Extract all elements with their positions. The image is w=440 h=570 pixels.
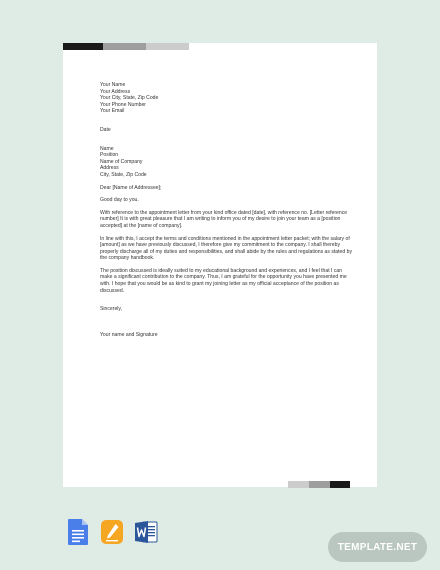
- bar-segment-mid: [309, 481, 330, 488]
- sender-email: Your Email: [100, 108, 125, 115]
- recipient-name: Name: [100, 145, 114, 152]
- sender-address: Your Address: [100, 88, 131, 95]
- letter-body: [100, 82, 354, 338]
- sender-name: Your Name: [100, 82, 126, 88]
- top-color-bar: [63, 43, 189, 50]
- greeting: Good day to you.: [100, 197, 139, 204]
- sender-phone: Your Phone Number: [100, 101, 146, 108]
- recipient-address: Address: [100, 165, 119, 172]
- ms-word-icon[interactable]: [134, 518, 158, 546]
- sender-city: Your City, State, Zip Code: [100, 95, 159, 102]
- google-docs-icon[interactable]: [66, 518, 90, 546]
- paragraph-1: With reference to the appointment letter from your kind office dated [date], with reference no. [Letter reference number] It is with great pleasure that I am writing to inform you of my desire to join your team as a [position accepted] at the [name of company].: [100, 209, 348, 229]
- template-net-badge[interactable]: TEMPLATE.NET: [328, 532, 427, 562]
- paragraph-3: The position discussed is ideally suited to my educational background and experiences, and I feel that I can make a significant contribution to the company. Thus, I am grateful for the opportunity you have presented me with. I hope that you would be as kind to grant my joining letter as my official acceptance of the position as discussed.: [100, 267, 347, 294]
- salutation: Dear [Name of Addressee];: [100, 184, 162, 191]
- bar-segment-light: [288, 481, 309, 488]
- letter-date: Date: [100, 126, 111, 133]
- bar-segment-dark: [330, 481, 350, 488]
- bar-segment-light: [146, 43, 189, 50]
- recipient-position: Position: [100, 152, 119, 159]
- bar-segment-dark: [63, 43, 103, 50]
- bar-segment-mid: [103, 43, 146, 50]
- file-format-icons: [66, 518, 158, 546]
- signature: Your name and Signature: [100, 331, 158, 338]
- recipient-city: City, State, Zip Code: [100, 171, 147, 178]
- letter-page: [63, 43, 377, 487]
- bottom-color-bar: [288, 481, 350, 488]
- closing: Sincerely,: [100, 306, 122, 313]
- paragraph-2: In line with this, I accept the terms and conditions mentioned in the appointment letter packet; with the salary of [amount] as we have previously discussed, I therefore give my commitment to the company. I shall thereby properly discharge all of my duties and responsibilities, and shall abide by the rules and regulations as stated by the company handbook.: [100, 235, 353, 262]
- apple-pages-icon[interactable]: [100, 518, 124, 546]
- recipient-company: Name of Company: [100, 158, 143, 165]
